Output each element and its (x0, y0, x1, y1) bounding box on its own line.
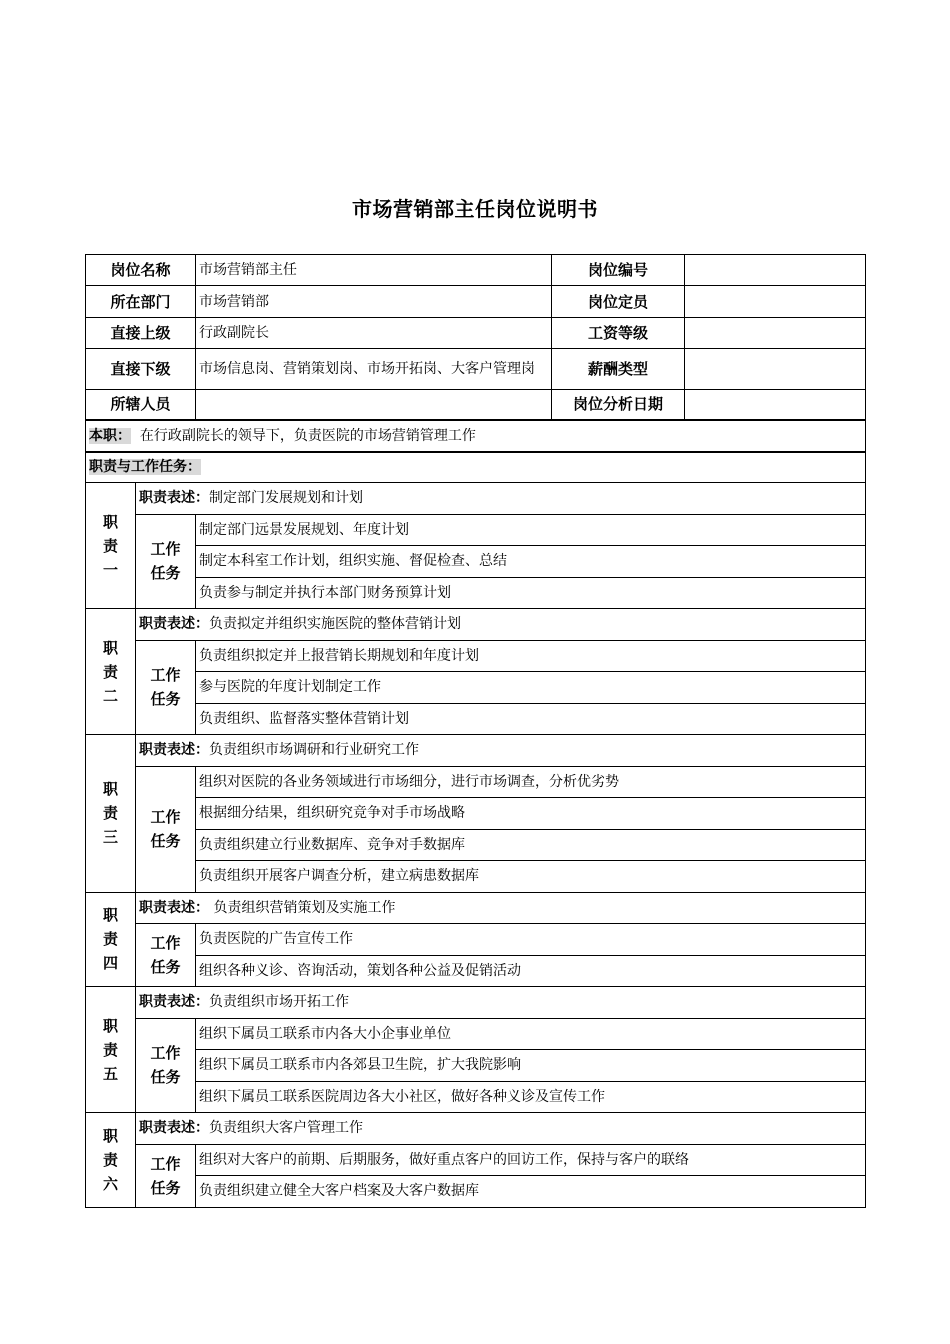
position-name-value: 市场营销部主任 (196, 255, 552, 286)
tasks-label (136, 514, 196, 609)
department-value: 市场营销部 (196, 286, 552, 318)
superior-value: 行政副院长 (196, 318, 552, 349)
duty-statement-text: 负责拟定并组织实施医院的整体营销计划 (209, 616, 461, 633)
duty-label-char: 责 (102, 662, 118, 681)
analysis-date-value (685, 390, 866, 420)
task-item: 负责组织拟定并上报营销长期规划和年度计划 (196, 640, 866, 672)
duties-heading-row (86, 452, 866, 483)
duty-statement (136, 735, 866, 767)
duty-statement-label: 职责表述： (139, 616, 209, 633)
tasks-label (136, 1144, 196, 1207)
duty-label (86, 609, 136, 735)
duty-label-char: 责 (102, 1150, 118, 1169)
duty-statement-text: 负责组织市场调研和行业研究工作 (209, 742, 419, 759)
duty-label-char: 四 (102, 954, 118, 973)
tasks-label-line: 工作 (150, 808, 181, 826)
duty-label-char: 六 (102, 1174, 118, 1193)
tasks-label (136, 766, 196, 892)
duty-statement (136, 483, 866, 515)
task-item: 负责组织建立健全大客户档案及大客户数据库 (196, 1176, 866, 1208)
tasks-label-line: 任务 (150, 1068, 181, 1087)
tasks-label-line: 工作 (150, 934, 181, 952)
subordinates-value: 市场信息岗、营销策划岗、市场开拓岗、大客户管理岗 (196, 349, 552, 390)
tasks-label (136, 1018, 196, 1113)
duty-statement (136, 987, 866, 1019)
core-duty-label: 本职： (89, 427, 131, 444)
duty-label-char: 职 (102, 638, 118, 657)
tasks-label-line: 任务 (150, 1178, 181, 1197)
tasks-label-line: 工作 (150, 540, 181, 559)
task-item: 组织下属员工联系医院周边各大小社区，做好各种义诊及宣传工作 (196, 1081, 866, 1113)
duty-label-char: 职 (102, 1126, 118, 1145)
duty-label-char: 职 (102, 1016, 118, 1035)
tasks-label-line: 任务 (150, 690, 181, 709)
duty-statement-label: 职责表述： (139, 490, 209, 507)
duty-label (86, 1113, 136, 1208)
tasks-label-line: 任务 (150, 958, 181, 976)
staff-label: 所辖人员 (86, 390, 196, 420)
department-label: 所在部门 (86, 286, 196, 318)
page-title: 市场营销部主任岗位说明书 (352, 197, 598, 221)
duty-label-char: 责 (102, 804, 118, 823)
tasks-label-line: 工作 (150, 666, 181, 685)
task-item: 组织对大客户的前期、后期服务，做好重点客户的回访工作，保持与客户的联络 (196, 1144, 866, 1176)
task-item: 制定部门远景发展规划、年度计划 (196, 514, 866, 546)
duty-label-char: 责 (102, 1040, 118, 1059)
position-code-label: 岗位编号 (552, 255, 685, 286)
duty-statement-label: 职责表述： (139, 1120, 209, 1137)
duty-statement (136, 1113, 866, 1145)
duty-statement-text: 负责组织大客户管理工作 (209, 1120, 363, 1137)
duty-label (86, 483, 136, 609)
task-item: 负责医院的广告宣传工作 (196, 924, 866, 956)
duty-label-char: 二 (102, 686, 118, 705)
task-item: 组织下属员工联系市内各大小企事业单位 (196, 1018, 866, 1050)
duty-label-char: 职 (102, 512, 118, 531)
task-item: 组织下属员工联系市内各郊县卫生院，扩大我院影响 (196, 1050, 866, 1082)
duties-heading: 职责与工作任务： (89, 459, 201, 476)
salary-grade-label: 工资等级 (552, 318, 685, 349)
duty-label-char: 责 (102, 930, 118, 949)
tasks-label-line: 任务 (150, 832, 181, 850)
superior-label: 直接上级 (86, 318, 196, 349)
staff-value (196, 390, 552, 420)
duty-statement-label: 职责表述： (139, 899, 209, 916)
pay-type-value (685, 349, 866, 390)
tasks-label-line: 工作 (150, 1154, 181, 1173)
subordinates-label: 直接下级 (86, 349, 196, 390)
tasks-label-line: 工作 (150, 1044, 181, 1063)
core-duty-text: 在行政副院长的领导下，负责医院的市场营销管理工作 (139, 427, 476, 444)
duty-label-char: 五 (102, 1064, 118, 1083)
salary-grade-value (685, 318, 866, 349)
duty-label-char: 三 (102, 828, 118, 847)
task-item: 负责组织、监督落实整体营销计划 (196, 703, 866, 735)
headcount-value (685, 286, 866, 318)
duty-statement-text: 负责组织市场开拓工作 (209, 994, 349, 1011)
position-code-value (685, 255, 866, 286)
duty-label-char: 一 (102, 560, 118, 579)
duty-label (86, 987, 136, 1113)
duty-label-char: 职 (102, 780, 118, 799)
task-item: 负责组织开展客户调查分析，建立病患数据库 (196, 861, 866, 893)
duty-statement-text: 负责组织营销策划及实施工作 (209, 899, 396, 916)
analysis-date-label: 岗位分析日期 (552, 390, 685, 420)
tasks-label-line: 任务 (150, 564, 181, 583)
task-item: 组织各种义诊、咨询活动，策划各种公益及促销活动 (196, 955, 866, 987)
core-duty-row (86, 420, 866, 452)
task-item: 参与医院的年度计划制定工作 (196, 672, 866, 704)
duty-statement-label: 职责表述： (139, 742, 209, 759)
task-item: 负责组织建立行业数据库、竞争对手数据库 (196, 829, 866, 861)
tasks-label (136, 640, 196, 735)
duty-label-char: 责 (102, 536, 118, 555)
task-item: 根据细分结果，组织研究竞争对手市场战略 (196, 798, 866, 830)
job-description-table (85, 254, 866, 1208)
position-name-label: 岗位名称 (86, 255, 196, 286)
headcount-label: 岗位定员 (552, 286, 685, 318)
tasks-label (136, 924, 196, 987)
duty-statement (136, 609, 866, 641)
task-item: 组织对医院的各业务领域进行市场细分，进行市场调查，分析优劣势 (196, 766, 866, 798)
duty-label-char: 职 (102, 906, 118, 925)
duty-label (86, 892, 136, 987)
duty-statement-text: 制定部门发展规划和计划 (209, 490, 363, 507)
pay-type-label: 薪酬类型 (552, 349, 685, 390)
duty-statement (136, 892, 866, 924)
duty-statement-label: 职责表述： (139, 994, 209, 1011)
task-item: 制定本科室工作计划，组织实施、督促检查、总结 (196, 546, 866, 578)
duty-label (86, 735, 136, 893)
task-item: 负责参与制定并执行本部门财务预算计划 (196, 577, 866, 609)
